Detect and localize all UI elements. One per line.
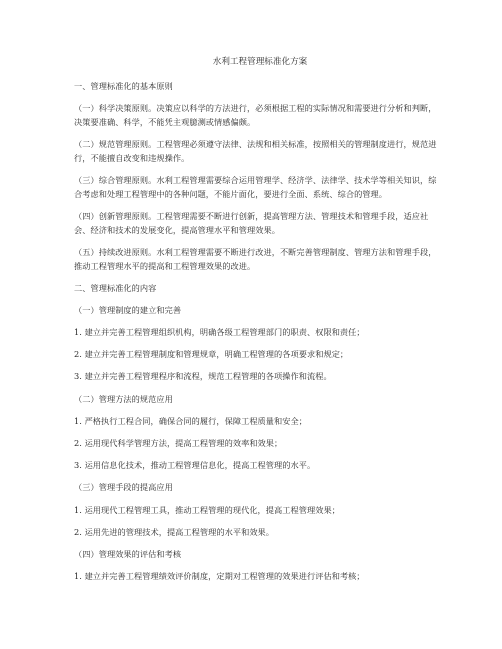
principle-paragraph: （一）科学决策原则。决策应以科学的方法进行，必须根据工程的实际情况和需要进行分析和判断，决策要准确、科学，不能凭主观臆测或情感偏颇。: [74, 102, 437, 127]
list-item: 1. 严格执行工程合同，确保合同的履行，保障工程质量和安全；: [74, 415, 307, 426]
list-item: 2. 运用先进的管理技术，提高工程管理的水平和效果。: [74, 526, 275, 537]
subsection-heading: （三）管理手段的提高应用: [74, 482, 173, 493]
list-item: 1. 运用现代工程管理工具，推动工程管理的现代化，提高工程管理效果；: [74, 504, 340, 515]
principle-paragraph: （二）规范管理原则。工程管理必须遵守法律、法规和相关标准，按照相关的管理制度进行，规范进行，不能擅自改变和违规操作。: [74, 138, 437, 163]
list-item: 2. 建立并完善工程管理制度和管理规章，明确工程管理的各项要求和规定；: [74, 349, 349, 360]
section-heading-content: 二、管理标准化的内容: [74, 282, 157, 293]
list-item: 2. 运用现代科学管理方法，提高工程管理的效率和效果；: [74, 438, 283, 449]
subsection-heading: （一）管理制度的建立和完善: [74, 304, 182, 315]
subsection-heading: （四）管理效果的评估和考核: [74, 548, 182, 559]
section-heading-principles: 一、管理标准化的基本原则: [74, 81, 173, 91]
list-item: 3. 运用信息化技术，推动工程管理信息化，提高工程管理的水平。: [74, 460, 316, 471]
principle-paragraph: （三）综合管理原则。水利工程管理需要综合运用管理学、经济学、法律学、技术学等相关知识，综合考虑和处理工程管理中的各种问题，不能片面化，要进行全面、系统、综合的管理。: [74, 174, 437, 199]
principle-paragraph: （四）创新管理原则。工程管理需要不断进行创新，提高管理方法、管理技术和管理手段，适应社会、经济和技术的发展变化，提高管理水平和管理效果。: [74, 210, 429, 235]
subsection-heading: （二）管理方法的规范应用: [74, 393, 173, 404]
list-item: 3. 建立并完善工程管理程序和流程，规范工程管理的各项操作和流程。: [74, 371, 332, 382]
list-item: 1. 建立并完善工程管理组织机构，明确各级工程管理部门的职责、权限和责任；: [74, 327, 365, 338]
document-title: 水利工程管理标准化方案: [212, 57, 308, 67]
principle-paragraph: （五）持续改进原则。水利工程管理需要不断进行改进，不断完善管理制度、管理方法和管理手段，推动工程管理水平的提高和工程管理效果的改进。: [74, 246, 437, 271]
list-item: 1. 建立并完善工程管理绩效评价制度，定期对工程管理的效果进行评估和考核；: [74, 571, 365, 582]
